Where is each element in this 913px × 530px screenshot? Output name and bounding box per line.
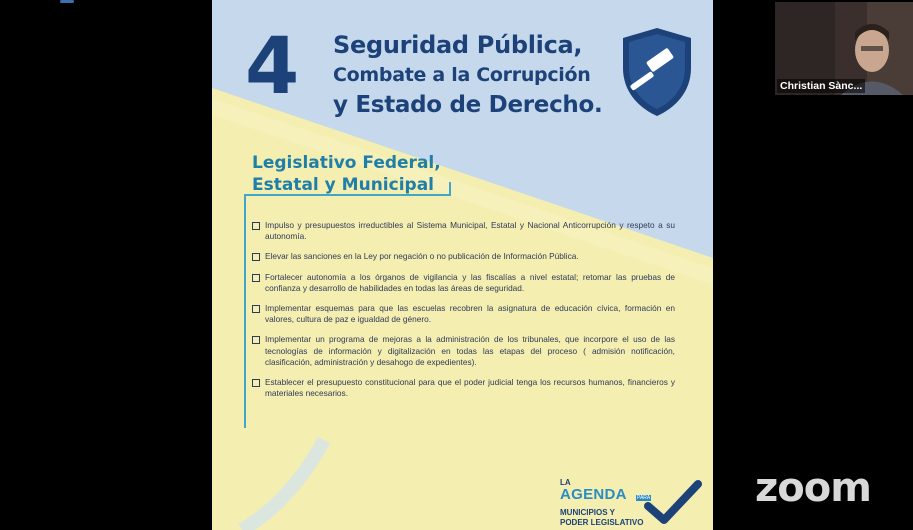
title-line: Seguridad Pública, xyxy=(333,31,583,59)
checkbox-icon xyxy=(252,222,260,230)
checkmark-icon xyxy=(642,478,702,526)
agenda-logo-line1: MUNICIPIOS Y xyxy=(560,508,615,517)
slide-title xyxy=(333,30,623,120)
list-item xyxy=(252,272,675,294)
list-item xyxy=(252,251,675,262)
list-item xyxy=(252,377,675,399)
checkbox-icon xyxy=(252,379,260,387)
proposal-list xyxy=(252,220,675,408)
checkbox-icon xyxy=(252,253,260,261)
list-item xyxy=(252,303,675,325)
agenda-logo-line2: PODER LEGISLATIVO xyxy=(560,518,644,527)
subtitle-line: Estatal y Municipal xyxy=(252,175,434,195)
agenda-logo-word: AGENDA xyxy=(560,486,627,503)
zoom-logo: zoom xyxy=(755,465,871,511)
checkbox-icon xyxy=(252,274,260,282)
list-item xyxy=(252,220,675,242)
list-item-text: Impulso y presupuestos irreductibles al Sistema Municipal, Estatal y Nacional Anticorrupción y respeto a su autonomía. xyxy=(265,220,675,242)
list-item-text: Implementar un programa de mejoras a la administración de los tribunales, que incorpore el uso de las tecnologías de información y digitalización en todas las etapas del proceso ( admisión notificación, clasificación, administración y desahogo de expedientes). xyxy=(265,334,675,367)
shared-slide xyxy=(212,0,713,530)
agenda-logo xyxy=(560,478,710,530)
subtitle-line: Legislativo Federal, xyxy=(252,153,441,173)
shield-gavel-icon xyxy=(617,24,697,120)
agenda-logo-para: PARA xyxy=(637,495,651,501)
checkbox-icon xyxy=(252,336,260,344)
top-indicator xyxy=(60,0,74,3)
list-item xyxy=(252,334,675,368)
title-line: Combate a la Corrupción xyxy=(333,64,591,86)
list-item-text: Establecer el presupuesto constitucional para que el poder judicial tenga los recursos humanos, financieros y materiales necesarios. xyxy=(265,377,675,399)
list-item-text: Elevar las sanciones en la Ley por negación o no publicación de Información Pública. xyxy=(265,251,579,262)
section-number: 4 xyxy=(245,22,300,112)
participant-video-tile[interactable] xyxy=(775,2,913,95)
list-item-text: Implementar esquemas para que las escuelas recobren la asignatura de educación cívica, formación en valores, cultura de paz e igualdad de género. xyxy=(265,303,675,325)
slide-subtitle xyxy=(252,152,441,196)
agenda-logo-la: LA xyxy=(560,478,571,487)
title-line: y Estado de Derecho. xyxy=(333,92,603,118)
participant-name: Christian Sànc... xyxy=(777,79,865,93)
list-item-text: Fortalecer autonomía a los órganos de vigilancia y las fiscalías a nivel estatal; retomar las pruebas de confianza y desarrollo de habilidades en todas las áreas de seguridad. xyxy=(265,271,675,293)
checkbox-icon xyxy=(252,305,260,313)
